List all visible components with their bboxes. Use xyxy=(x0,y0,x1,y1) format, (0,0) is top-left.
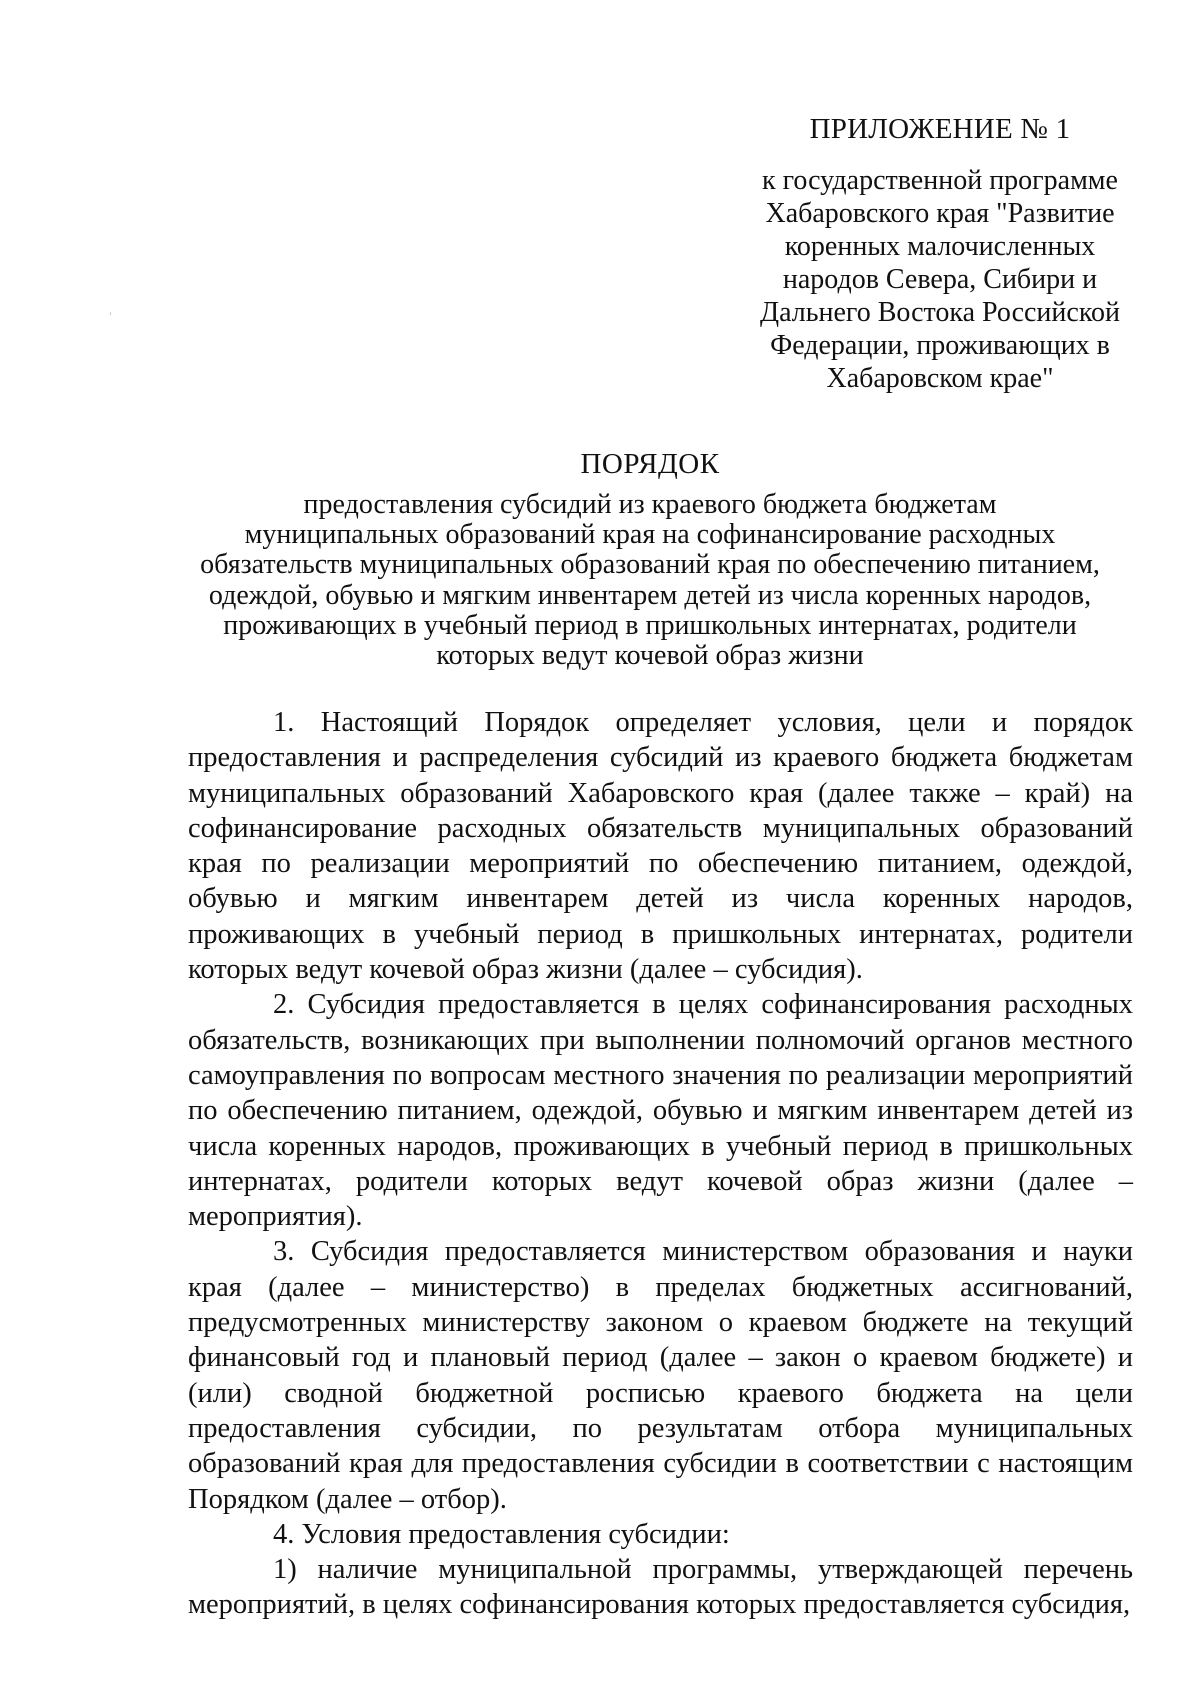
document-body xyxy=(188,705,1133,1623)
appendix-line: Федерации, проживающих в xyxy=(770,330,1110,362)
scan-artifact xyxy=(110,312,111,315)
paragraph-4-1: 1) наличие муниципальной программы, утверждающей перечень мероприятий, в целях софинансирования которых предоставляется субсидия, xyxy=(188,1554,1133,1621)
appendix-line: к государственной программе xyxy=(762,165,1118,197)
subtitle-line: которых ведут кочевой образ жизни xyxy=(436,640,864,672)
paragraph-2: 2. Субсидия предоставляется в целях софинансирования расходных обязательств, возникающих при выполнении полномочий органов местного самоуправления по вопросам местного значения по реализации мероприятий по обеспечению питанием, одеждой, обувью и мягким инвентарем детей из числа коренных народов, проживающих в учебный период в пришкольных интернатах, родители которых ведут кочевой образ жизни (далее – мероприятия). xyxy=(188,989,1133,1233)
subtitle-line: проживающих в учебный период в пришкольных интернатах, родители xyxy=(223,609,1077,641)
paragraph-4: 4. Условия предоставления субсидии: xyxy=(273,1518,730,1550)
paragraph-1: 1. Настоящий Порядок определяет условия, цели и порядок предоставления и распределения субсидий из краевого бюджета бюджетам муниципальных образований Хабаровского края (далее также – край) на софинансирование расходных обязательств муниципальных образований края по реализации мероприятий по обеспечению питанием, одеждой, обувью и мягким инвентарем детей из числа коренных народов, проживающих в учебный период в пришкольных интернатах, родители которых ведут кочевой образ жизни (далее – субсидия). xyxy=(188,707,1133,986)
subtitle-line: одеждой, обувью и мягким инвентарем детей из числа коренных народов, xyxy=(208,579,1092,611)
subtitle-line: муниципальных образований края на софинансирование расходных xyxy=(244,519,1056,551)
paragraph-3: 3. Субсидия предоставляется министерством образования и науки края (далее – министерство) в пределах бюджетных ассигнований, предусмотренных министерству законом о краевом бюджете на текущий финансовый год и плановый период (далее – закон о краевом бюджете) и (или) сводной бюджетной росписью краевого бюджета на цели предоставления субсидии, по результатам отбора муниципальных образований края для предоставления субсидии в соответствии с настоящим Порядком (далее – отбор). xyxy=(188,1236,1133,1515)
appendix-line: Дальнего Востока Российской xyxy=(760,297,1120,329)
appendix-line: Хабаровского края "Развитие xyxy=(765,198,1115,230)
appendix-line: коренных малочисленных xyxy=(784,231,1096,263)
appendix-line: Хабаровском крае" xyxy=(826,363,1054,395)
appendix-header xyxy=(740,112,1140,395)
document-title: ПОРЯДОК xyxy=(580,448,720,480)
subtitle-line: обязательств муниципальных образований края по обеспечению питанием, xyxy=(200,549,1100,581)
appendix-title: ПРИЛОЖЕНИЕ № 1 xyxy=(809,113,1071,145)
subtitle-line: предоставления субсидий из краевого бюджета бюджетам xyxy=(303,489,997,520)
appendix-line: народов Севера, Сибири и xyxy=(782,264,1098,296)
document-subtitle xyxy=(90,490,1200,671)
